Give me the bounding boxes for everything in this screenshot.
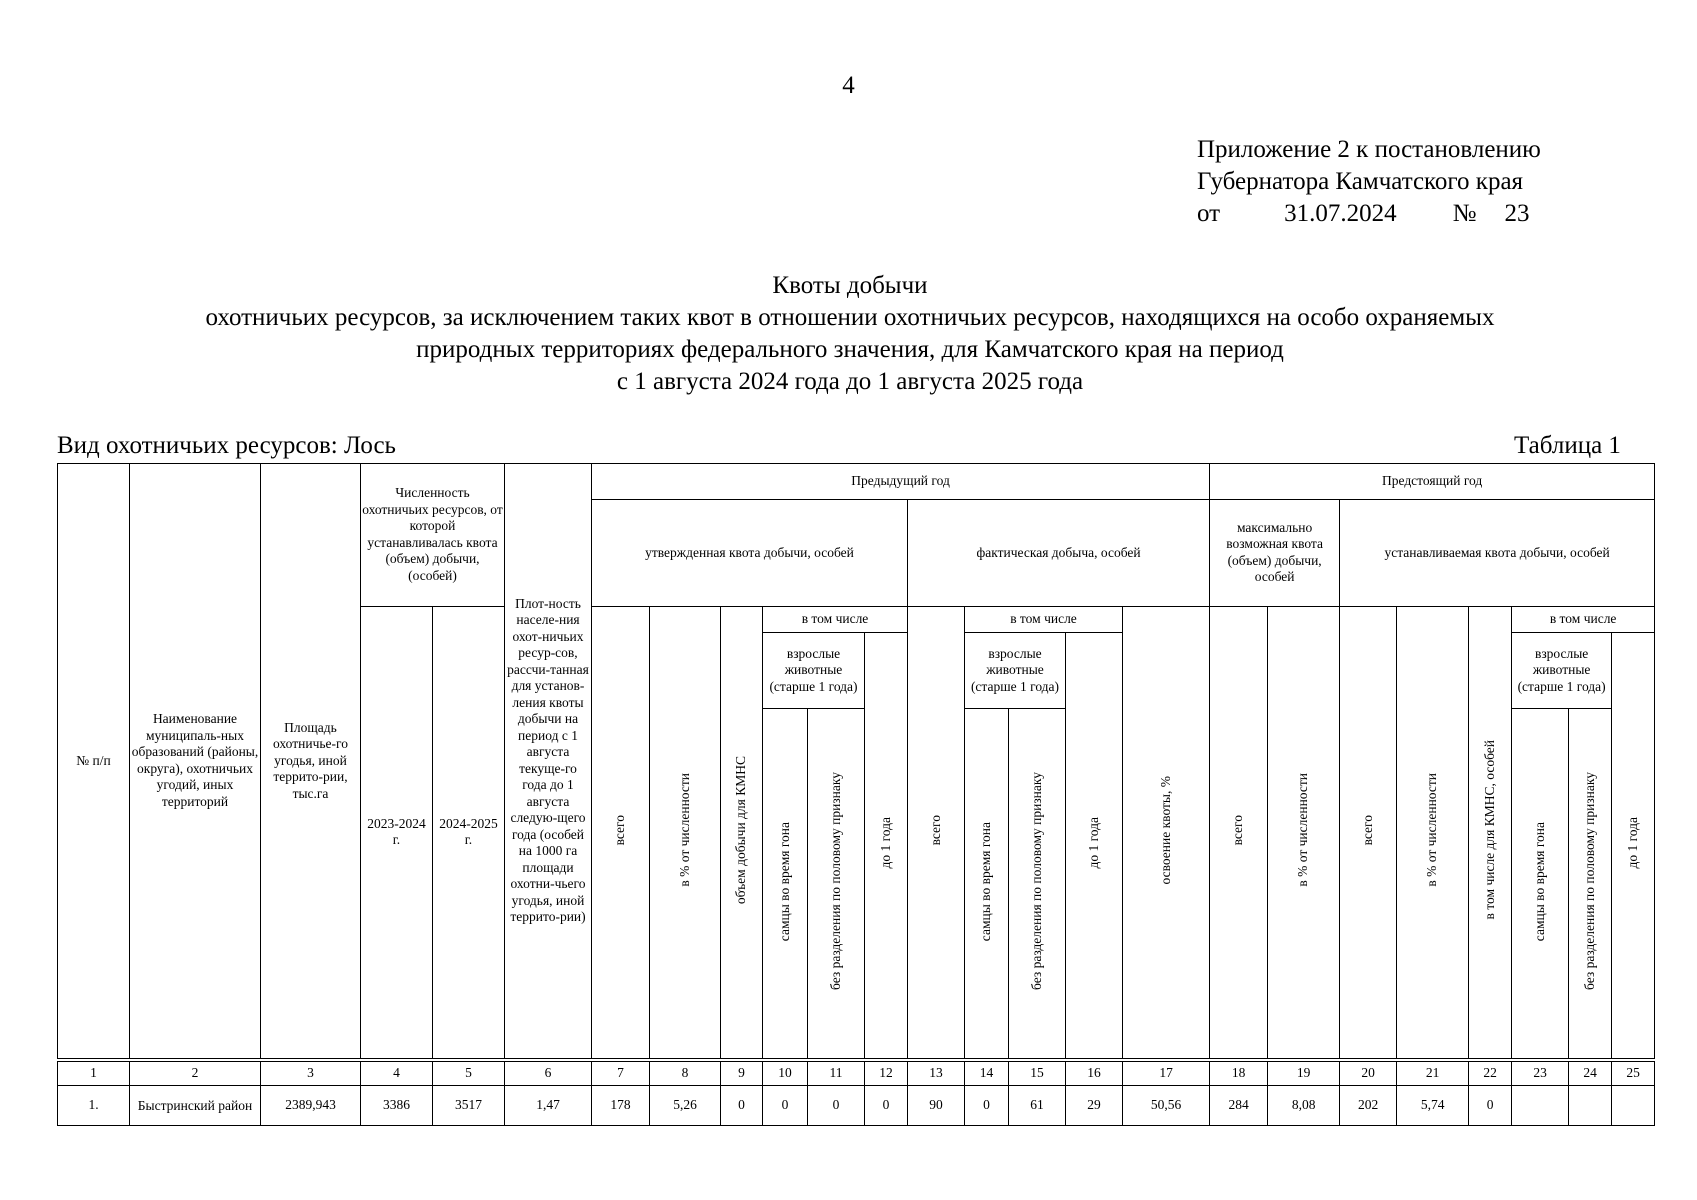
table-cell: 3386 — [361, 1085, 433, 1125]
table-label: Таблица 1 — [1514, 432, 1621, 459]
header-actual-total: всего — [908, 606, 965, 1058]
appendix-line-3 — [1197, 198, 1541, 230]
header-prev-kmns: объем добычи для КМНС — [721, 606, 763, 1058]
table-cell: 0 — [721, 1085, 763, 1125]
column-number: 25 — [1612, 1061, 1655, 1085]
table-cell: 61 — [1009, 1085, 1066, 1125]
table-cell: 8,08 — [1268, 1085, 1340, 1125]
header-set-pct: в % от численности — [1397, 606, 1469, 1058]
table-cell: 1. — [58, 1085, 130, 1125]
column-number: 10 — [763, 1061, 808, 1085]
column-number: 17 — [1123, 1061, 1210, 1085]
column-number: 5 — [433, 1061, 505, 1085]
header-area: Площадь охотничье-го угодья, иной террито-рии, тыс.га — [261, 464, 361, 1059]
column-number: 21 — [1397, 1061, 1469, 1085]
column-number: 11 — [808, 1061, 865, 1085]
header-max-total: всего — [1210, 606, 1268, 1058]
column-number-row — [58, 1061, 1655, 1085]
species-label: Вид охотничьих ресурсов: Лось — [57, 432, 396, 459]
header-actual-nosex: без разделения по половому признаку — [1009, 709, 1066, 1059]
from-label: от — [1197, 200, 1221, 227]
table-cell: 50,56 — [1123, 1085, 1210, 1125]
header-density: Плот-ность населе-ния охот-ничьих ресур-сов, рассчи-танная для установ-ления квоты добычи на период с 1 августа текуще-го года до 1 августа следую-щего года (особей на 1000 га площади охотни-чьего угодья, иной террито-рии) — [505, 464, 592, 1059]
header-year-2023: 2023-2024 г. — [361, 606, 433, 1058]
title-line-3: природных территориях федерального значения, для Камчатского края на период — [416, 336, 1284, 363]
header-prev-adults: взрослые животные (старше 1 года) — [763, 632, 865, 708]
table-cell: 3517 — [433, 1085, 505, 1125]
appendix-block — [1197, 134, 1541, 230]
column-number: 1 — [58, 1061, 130, 1085]
column-number: 8 — [650, 1061, 721, 1085]
header-actual-including: в том числе — [965, 606, 1123, 632]
column-number: 6 — [505, 1061, 592, 1085]
header-prev-nosex: без разделения по половому признаку — [808, 709, 865, 1059]
header-mastery: освоение квоты, % — [1123, 606, 1210, 1058]
header-set-males: самцы во время гона — [1512, 709, 1569, 1059]
column-number: 13 — [908, 1061, 965, 1085]
header-previous-year: Предыдущий год — [592, 464, 1210, 500]
table-cell: 0 — [808, 1085, 865, 1125]
header-set-adults: взрослые животные (старше 1 года) — [1512, 632, 1612, 708]
table-cell: 0 — [865, 1085, 908, 1125]
table-cell: 5,26 — [650, 1085, 721, 1125]
header-population: Численность охотничьих ресурсов, от которой устанавливалась квота (объем) добычи, (особей) — [361, 464, 505, 607]
header-name: Наименование муниципаль-ных образований (районы, округа), охотничьих угодий, иных территорий — [130, 464, 261, 1059]
title-line-4: с 1 августа 2024 года до 1 августа 2025 года — [616, 368, 1084, 395]
header-num: № п/п — [58, 464, 130, 1059]
table-cell: Быстринский район — [130, 1085, 261, 1125]
column-number: 9 — [721, 1061, 763, 1085]
header-set-including: в том числе — [1512, 606, 1655, 632]
column-number: 12 — [865, 1061, 908, 1085]
header-approved-quota: утвержденная квота добычи, особей — [592, 500, 908, 606]
column-number: 23 — [1512, 1061, 1569, 1085]
header-actual-males: самцы во время гона — [965, 709, 1009, 1059]
table-row — [58, 1085, 1655, 1125]
column-number: 22 — [1469, 1061, 1512, 1085]
header-actual-harvest: фактическая добыча, особей — [908, 500, 1210, 606]
resolution-number: 23 — [1504, 200, 1530, 227]
header-max-pct: в % от численности — [1268, 606, 1340, 1058]
column-number: 14 — [965, 1061, 1009, 1085]
table-cell — [1569, 1085, 1612, 1125]
table-cell: 202 — [1340, 1085, 1397, 1125]
header-max-quota: максимально возможная квота (объем) добычи, особей — [1210, 500, 1340, 606]
quota-table — [57, 463, 1655, 1126]
table-cell — [1612, 1085, 1655, 1125]
header-set-nosex: без разделения по половому признаку — [1569, 709, 1612, 1059]
header-prev-including: в том числе — [763, 606, 908, 632]
header-prev-under1: до 1 года — [865, 632, 908, 1058]
table-cell: 5,74 — [1397, 1085, 1469, 1125]
table-cell: 284 — [1210, 1085, 1268, 1125]
header-next-year: Предстоящий год — [1210, 464, 1655, 500]
header-prev-males: самцы во время гона — [763, 709, 808, 1059]
column-number: 7 — [592, 1061, 650, 1085]
header-set-quota: устанавливаемая квота добычи, особей — [1340, 500, 1655, 606]
column-number: 24 — [1569, 1061, 1612, 1085]
table-cell — [1512, 1085, 1569, 1125]
column-number: 16 — [1066, 1061, 1123, 1085]
title-line-1: Квоты добычи — [772, 272, 928, 299]
header-actual-adults: взрослые животные (старше 1 года) — [965, 632, 1066, 708]
resolution-date: 31.07.2024 — [1284, 200, 1397, 227]
header-row-1 — [58, 464, 1655, 500]
table-cell: 0 — [1469, 1085, 1512, 1125]
header-set-total: всего — [1340, 606, 1397, 1058]
column-number: 20 — [1340, 1061, 1397, 1085]
page-number: 4 — [842, 72, 855, 99]
column-number: 18 — [1210, 1061, 1268, 1085]
table-cell: 29 — [1066, 1085, 1123, 1125]
header-prev-total: всего — [592, 606, 650, 1058]
title-line-2: охотничьих ресурсов, за исключением таких квот в отношении охотничьих ресурсов, находящихся на особо охраняемых — [205, 304, 1495, 331]
header-actual-under1: до 1 года — [1066, 632, 1123, 1058]
table-cell: 0 — [965, 1085, 1009, 1125]
header-set-under1: до 1 года — [1612, 632, 1655, 1058]
header-set-kmns: в том числе для КМНС, особей — [1469, 606, 1512, 1058]
column-number: 3 — [261, 1061, 361, 1085]
column-number: 19 — [1268, 1061, 1340, 1085]
table-cell: 178 — [592, 1085, 650, 1125]
header-prev-pct: в % от численности — [650, 606, 721, 1058]
column-number: 4 — [361, 1061, 433, 1085]
document-title — [60, 270, 1640, 398]
column-number: 15 — [1009, 1061, 1066, 1085]
appendix-line-1: Приложение 2 к постановлению — [1197, 136, 1541, 163]
table-cell: 2389,943 — [261, 1085, 361, 1125]
table-cell: 0 — [763, 1085, 808, 1125]
appendix-line-2: Губернатора Камчатского края — [1197, 168, 1524, 195]
table-cell: 90 — [908, 1085, 965, 1125]
number-label: № — [1452, 200, 1477, 227]
column-number: 2 — [130, 1061, 261, 1085]
header-year-2024: 2024-2025 г. — [433, 606, 505, 1058]
table-cell: 1,47 — [505, 1085, 592, 1125]
